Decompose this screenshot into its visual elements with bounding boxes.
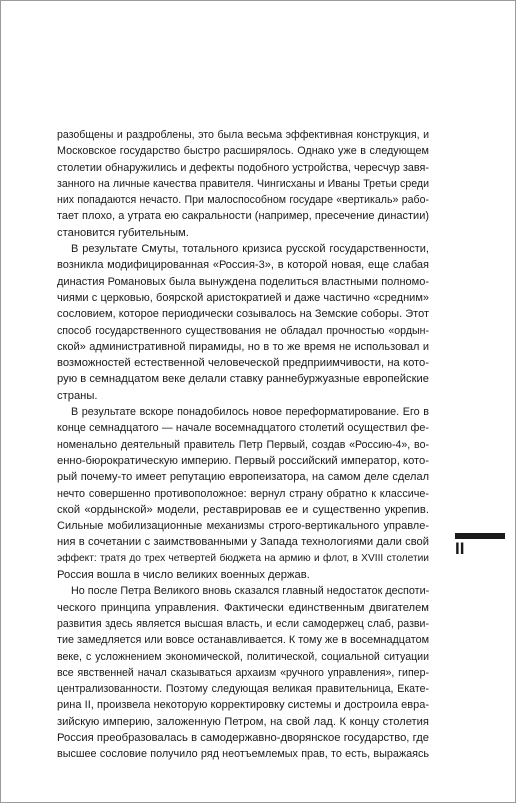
text-line: номенально деятельный правитель Петр Первый, создав «Россию-4», во-	[57, 438, 429, 451]
text-line: столетии обнаружились и дефекты подобного устройства, чересчур завя-	[57, 161, 429, 174]
text-line: В результате вскоре понадобилось новое переформатирование. Его в	[71, 406, 429, 419]
text-line: династия Романовых была вынуждена поделиться властными полномо-	[57, 275, 429, 288]
text-line: Но после Петра Великого вновь сказался главный недостаток деспоти-	[71, 585, 429, 598]
text-line: развития здесь является высшая власть, и если самодержец слаб, разви-	[57, 617, 429, 630]
paragraph	[57, 404, 429, 583]
text-line: В результате Смуты, тотального кризиса русской государственности,	[71, 243, 429, 256]
text-line: Россия преобразовалась в самодержавно-дворянское государство, где	[57, 731, 429, 744]
text-line: возникла модифицированная «Россия-3», в которой новая, еще слабая	[57, 259, 429, 272]
body-text	[57, 127, 429, 763]
text-line: зийскую империю, заложенную Петром, на свой лад. К концу столетия	[57, 715, 429, 728]
text-line: централизованности. Поэтому следующая великая правительница, Екате-	[57, 683, 429, 696]
text-line: рый почему-то имеет репутацию европеизатора, на самом деле сделал	[57, 471, 429, 484]
section-marker-label: II	[455, 539, 465, 558]
text-line: конце семнадцатого — начале восемнадцатого столетий осуществил фе-	[57, 422, 429, 435]
text-line: тие замедляется или вовсе останавливается. К тому же в восемнадцатом	[57, 634, 429, 647]
text-line: нечто совершенно противоположное: вернул страну обратно к классиче-	[57, 487, 429, 500]
text-line: ской» административной пирамиды, но в то же время не использовал и	[57, 340, 429, 353]
section-marker	[455, 533, 505, 563]
text-line: рина II, произвела некоторую корректировку системы и достроила евра-	[57, 699, 429, 712]
text-line: Россия вошла в число великих военных держав.	[57, 569, 310, 582]
text-line: страны.	[57, 389, 98, 402]
text-line: способ государственного существования не обладал прочностью «ордын-	[57, 324, 429, 337]
text-line: Московское государство быстро расширялось. Однако уже в следующем	[57, 145, 429, 158]
text-line: все явственней начал сказываться архаизм «ручного управления», гипер-	[57, 666, 429, 679]
paragraph	[57, 127, 429, 241]
text-line: чиями с церковью, боярской аристократией и даже частично «средним»	[57, 291, 429, 304]
text-line: становится губительным.	[57, 226, 189, 239]
text-line: высшее сословие получило ряд неотъемлемых прав, то есть, выражаясь	[57, 748, 429, 761]
paragraph	[57, 241, 429, 404]
text-line: ской «ордынской» модели, реставрировав ее и существенно укрепив.	[57, 503, 429, 516]
text-line: веке, с усложнением экономической, политической, социальной ситуации	[57, 650, 429, 663]
text-line: эффект: тратя до трех четвертей бюджета на армию и флот, в XVIII столетии	[57, 552, 429, 564]
text-line: ческого принципа управления. Фактически единственным двигателем	[57, 601, 429, 614]
text-line: енно-бюрократическую империю. Первый российский император, кото-	[57, 454, 429, 467]
text-line: сословием, которое периодически созывалось на Земские соборы. Этот	[57, 308, 429, 321]
text-line: ния в сочетании с заимствованными у Запада технологиями дали свой	[57, 536, 429, 549]
text-line: рую в семнадцатом веке делали ставку раннебуржуазные европейские	[57, 373, 429, 386]
text-line: разобщены и раздроблены, это была весьма эффективная конструкция, и	[57, 129, 429, 141]
text-line: возможностей естественной человеческой предприимчивости, на кото-	[57, 357, 429, 370]
text-line: Сильные мобилизационные механизмы строго-вертикального управле-	[57, 520, 429, 533]
paragraph	[57, 583, 429, 762]
text-line: тает плохо, а утрата ею сакральности (например, пресечение династии)	[57, 210, 429, 223]
text-line: них попадаются нечасто. При малоспособном государе «вертикаль» рабо-	[57, 194, 429, 207]
text-line: занного на личные качества правителя. Чингисханы и Иваны Третьи среди	[57, 177, 429, 190]
